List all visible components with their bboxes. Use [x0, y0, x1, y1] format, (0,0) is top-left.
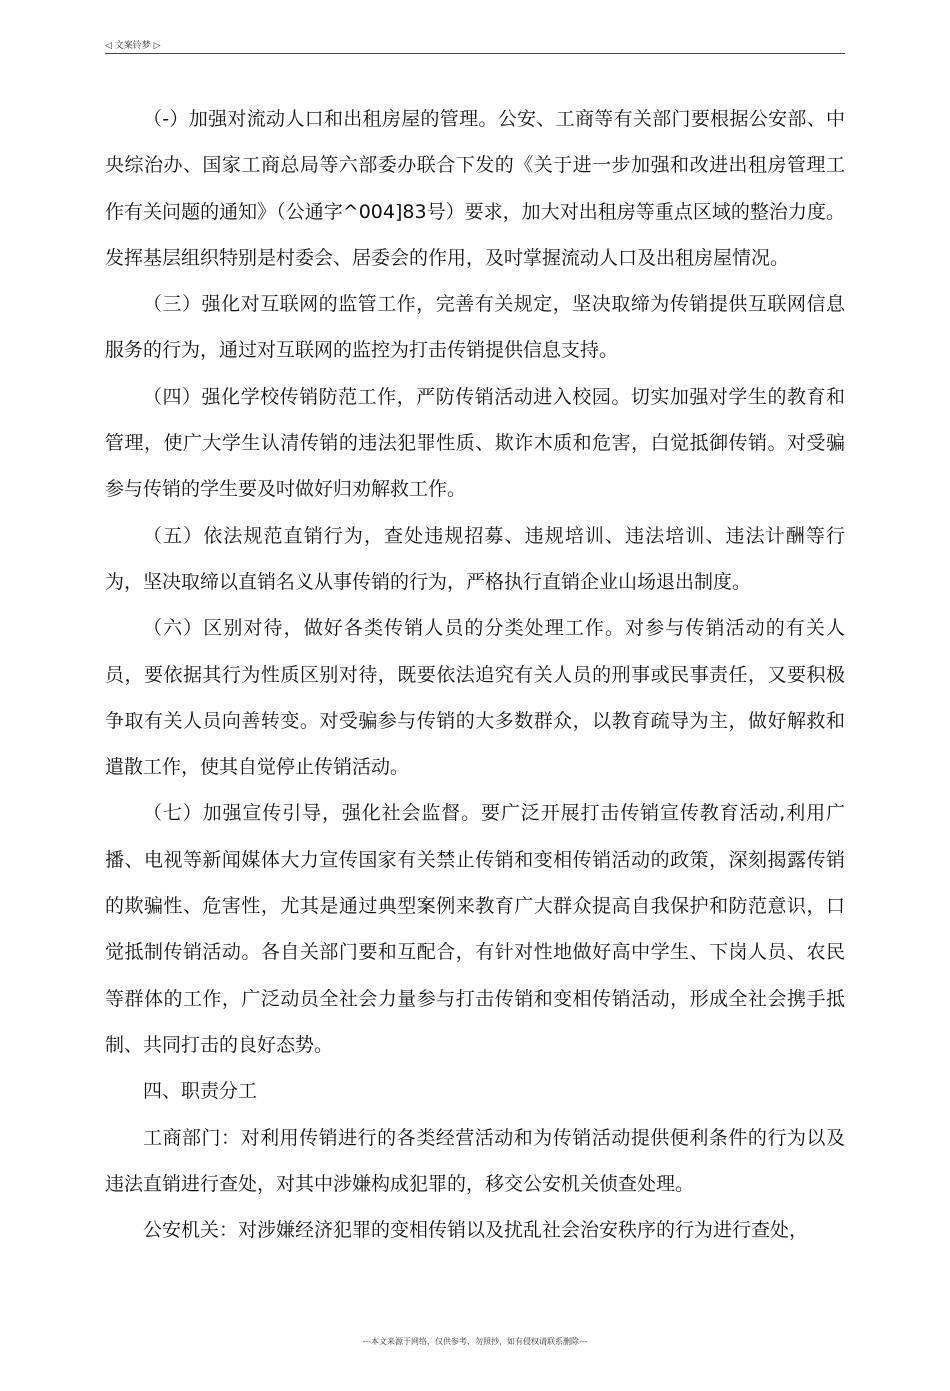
header-divider	[105, 53, 845, 54]
paragraph-7: （七）加强宣传引导，强化社会监督。要广泛开展打击传销宣传教育活动,利用广播、电视等新闻媒体大力宣传国家有关禁止传销和变相传销活动的政策，深刻揭露传销的欺骗性、危害性，尤其是通过典型案例来教育广大群众提高自我保护和防范意识，口觉抵制传销活动。各自关部门要和互配合，有针对性地做好高中学生、下岗人员、农民等群体的工作，广泛动员全社会力量参与打击传销和变相传销活动，形成全社会携手抵制、共同打击的良好态势。	[105, 802, 845, 1056]
section-heading: 四、职责分工	[143, 1080, 258, 1103]
paragraph-6: （六）区别对待，做好各类传销人员的分类处理工作。对参与传销活动的有关人员，要依据其行为性质区别对待，既要依法追究有关人员的刑事或民事责任，又要积极争取有关人员向善转变。对受骗参与传销的大多数群众，以教育疏导为主，做好解救和遣散工作，使其自觉停止传销活动。	[105, 617, 845, 779]
page-footer: ---本文来源于网络，仅供参考，勿照抄，如有侵权请联系删除---	[362, 1337, 588, 1346]
document-body	[105, 96, 845, 1253]
duty-police: 公安机关：对涉嫌经济犯罪的变相传销以及扰乱社会治安秩序的行为进行查处，	[143, 1219, 809, 1242]
paragraph-2: （-）加强对流动人口和出租房屋的管理。公安、工商等有关部门要根据公安部、中央综治办、国家工商总局等六部委办联合下发的《关于进一步加强和改进出租房管理工作有关问题的通知》（公通字^004]83号）要求，加大对出租房等重点区域的整治力度。发挥基层组织特别是村委会、居委会的作用，及吋掌握流动人口及出租房屋情况。	[105, 108, 845, 269]
paragraph-4: （四）强化学校传销防范工作，严防传销活动进入校园。切实加强对学生的教育和管理，使广大学生认清传销的违法犯罪性质、欺诈木质和危害，白觉抵御传销。对受骗参与传销的学生要及吋做好归劝解救工作。	[105, 385, 845, 501]
page-header: ◁ 文案铃梦 ▷	[105, 41, 161, 51]
duty-commerce: 工商部门：对利用传销进行的各类经营活动和为传销活动提供便利条件的行为以及违法直销进行查处，对其中涉嫌构成犯罪的，移交公安机关侦查处理。	[105, 1126, 845, 1195]
paragraph-5: （五）依法规范直销行为，查处违规招募、违规培训、违法培训、违法计酬等行为，坚决取缔以直销名义从事传销的行为，严格执行直销企业山场退出制度。	[105, 524, 845, 593]
paragraph-3: （三）强化对互联网的监管工作，完善有关规定，坚决取缔为传销提供互联网信息服务的行为，通过对互联网的监控为打击传销提供信息支持。	[105, 293, 845, 362]
